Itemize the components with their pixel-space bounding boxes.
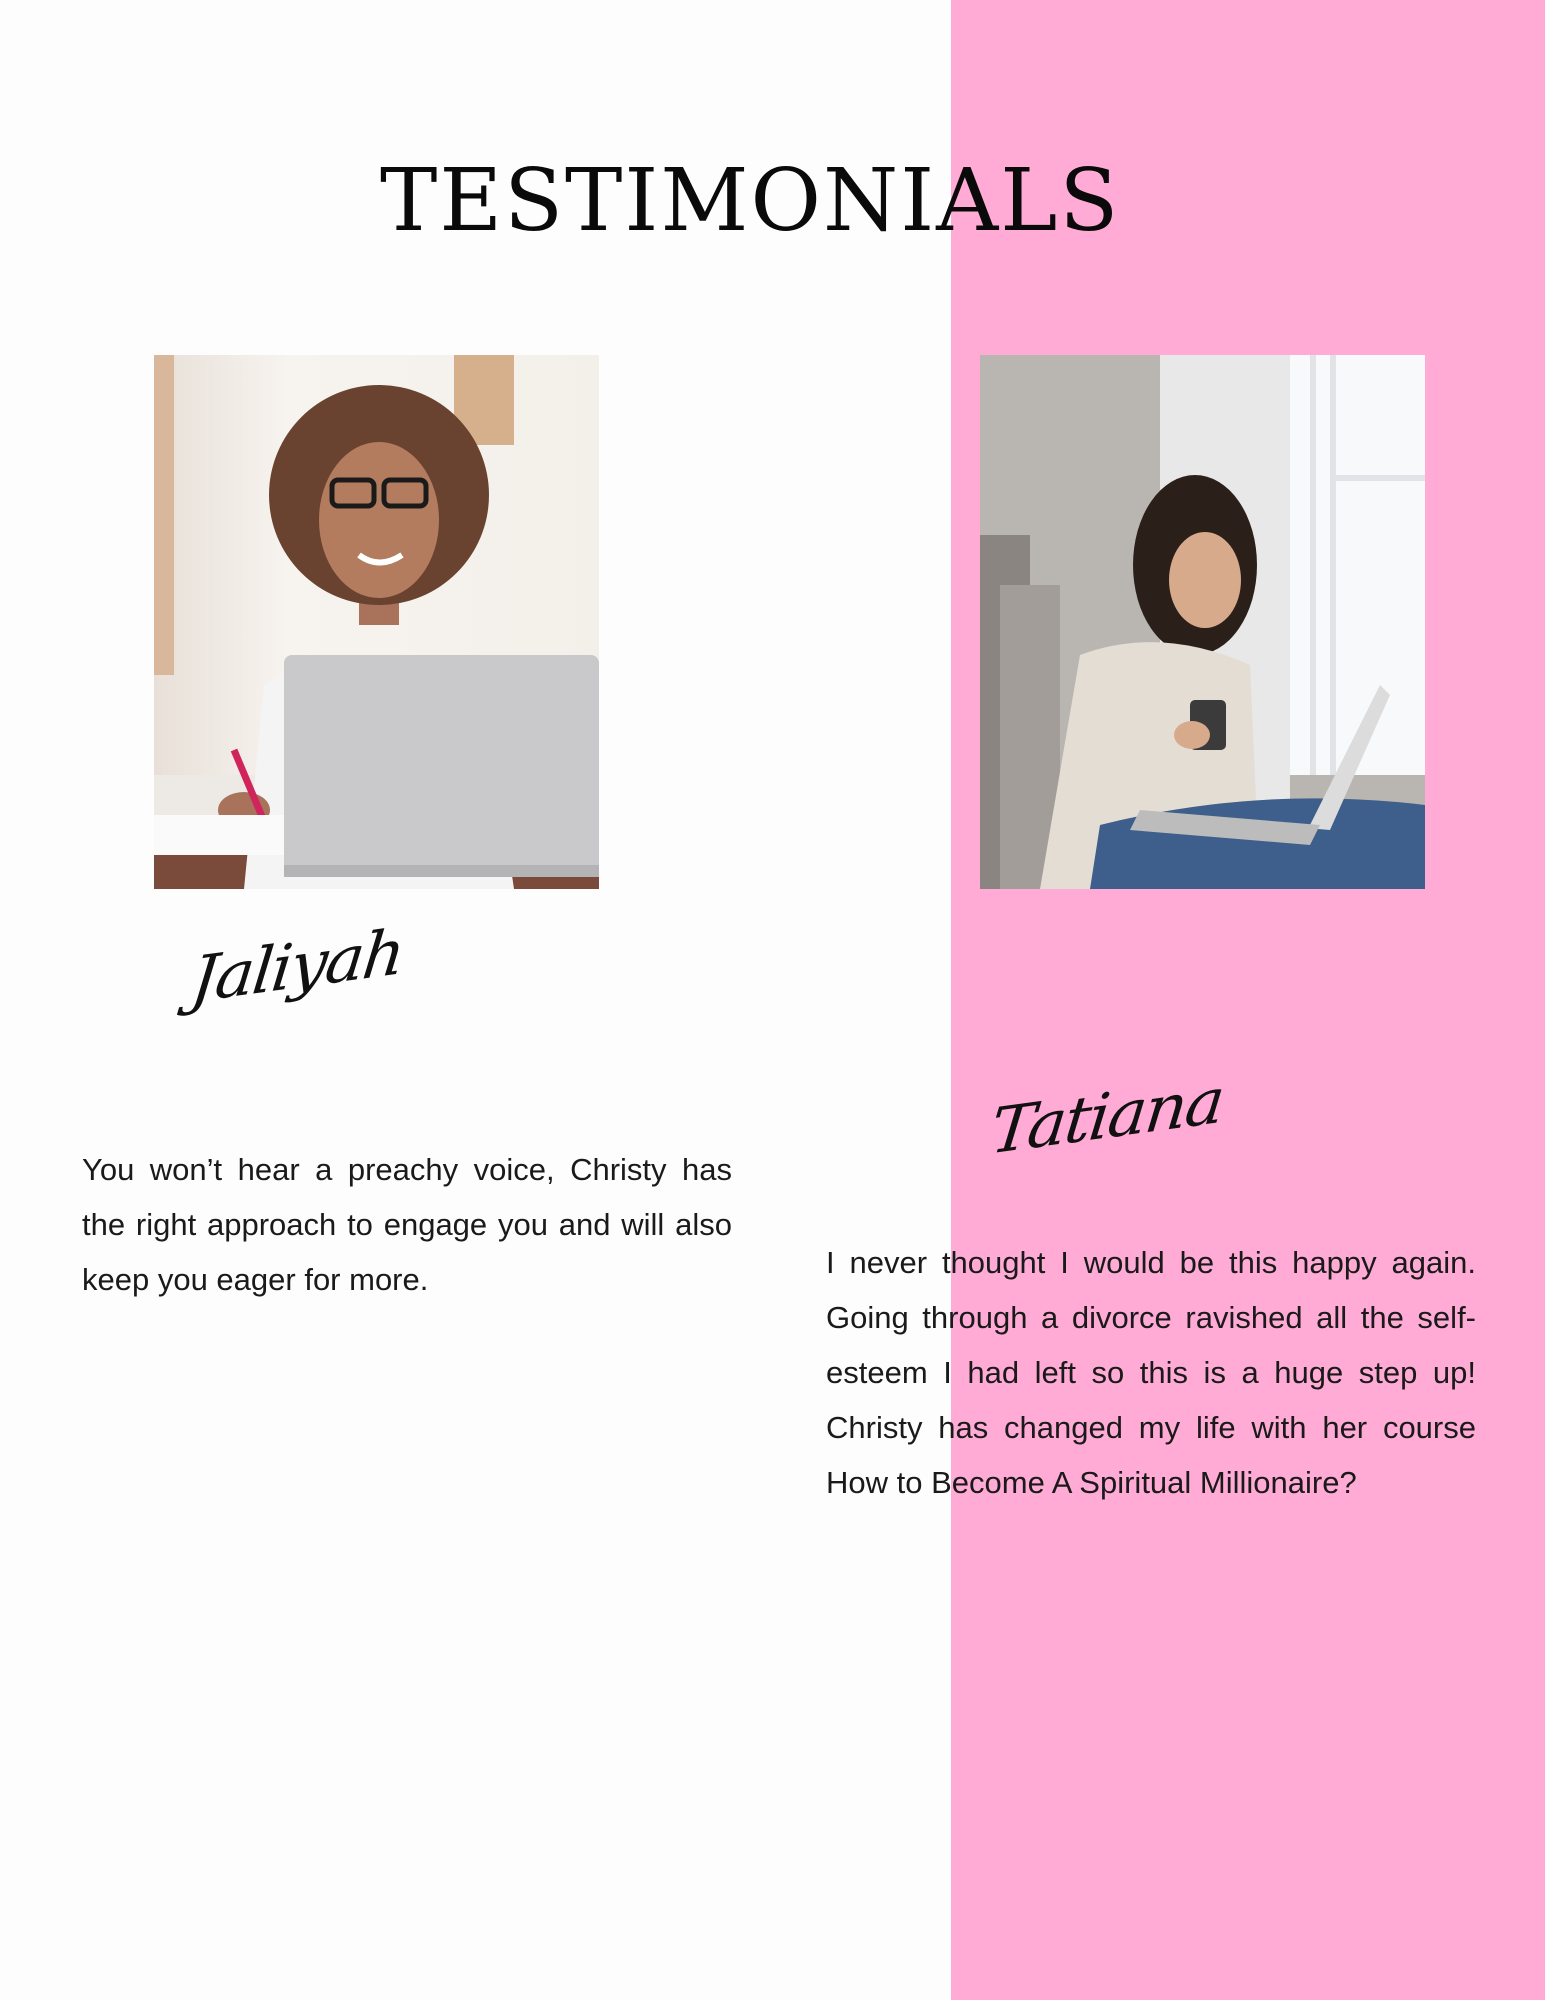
woman-with-mug-and-laptop-photo-icon	[980, 355, 1425, 889]
pink-accent-panel	[951, 0, 1545, 2000]
signature-tatiana: Tatiana	[987, 1064, 1227, 1170]
page-title: TESTIMONIALS	[380, 151, 1121, 251]
testimonial-quote-jaliyah: You won’t hear a preachy voice, Christy has the right approach to engage you and will also keep you eager for more.	[82, 1152, 732, 1297]
signature-jaliyah: Jaliyah	[187, 916, 407, 1018]
testimonial-photo-jaliyah	[154, 355, 599, 889]
woman-with-laptop-photo-icon	[154, 355, 599, 889]
testimonial-photo-tatiana	[980, 355, 1425, 889]
testimonial-quote-tatiana: I never thought I would be this happy again. Going through a divorce ravished all the self-esteem I had left so this is a huge step up! Christy has changed my life with her course How to Become A Spiritual Millionaire?	[826, 1245, 1476, 1500]
